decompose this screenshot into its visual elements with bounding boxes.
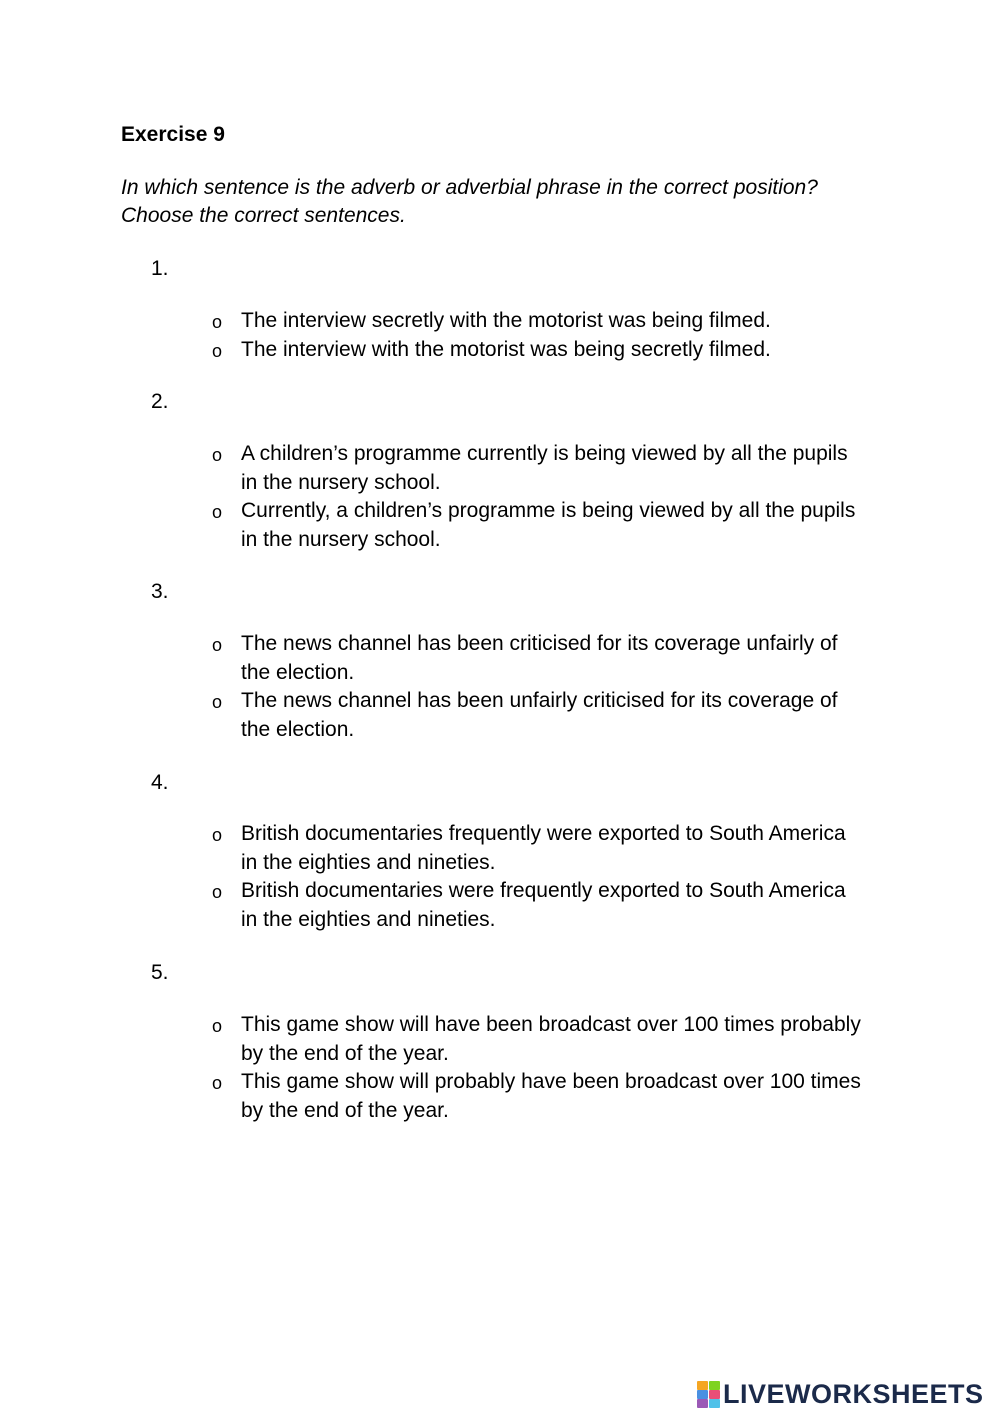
option-bullet[interactable]: o [212, 312, 223, 332]
option-3a[interactable] [212, 630, 892, 687]
option-line: The interview secretly with the motorist was being filmed. [241, 309, 771, 332]
option-bullet[interactable]: o [212, 445, 223, 465]
option-text [241, 630, 891, 687]
question-number-4: 4. [151, 771, 169, 794]
option-3b[interactable] [212, 687, 892, 744]
exercise-title: Exercise 9 [121, 123, 225, 146]
option-line: The interview with the motorist was being secretly filmed. [241, 338, 771, 361]
option-1b[interactable] [212, 336, 892, 364]
option-line: Currently, a children’s programme is being viewed by all the pupils [241, 499, 856, 522]
option-line: British documentaries were frequently exported to South America [241, 879, 846, 902]
option-line: by the end of the year. [241, 1098, 449, 1122]
option-line: by the end of the year. [241, 1041, 449, 1065]
option-line: the election. [241, 717, 355, 741]
option-text [241, 336, 891, 365]
logo-tile [709, 1399, 720, 1408]
option-line: The news channel has been criticised for its coverage unfairly of [241, 632, 838, 655]
option-line: in the eighties and nineties. [241, 907, 496, 931]
option-4b[interactable] [212, 877, 892, 934]
option-5a[interactable] [212, 1011, 892, 1068]
option-text [241, 687, 891, 744]
option-text [241, 820, 891, 877]
option-text [241, 877, 891, 934]
option-bullet[interactable]: o [212, 692, 223, 712]
option-line: in the nursery school. [241, 470, 441, 494]
option-line: British documentaries frequently were exported to South America [241, 822, 846, 845]
option-bullet[interactable]: o [212, 1073, 223, 1093]
option-bullet[interactable]: o [212, 882, 223, 902]
logo-mark-icon [697, 1380, 721, 1408]
logo-tile [709, 1390, 720, 1399]
logo-tile [709, 1381, 720, 1390]
option-2b[interactable] [212, 497, 892, 554]
option-2a[interactable] [212, 440, 892, 497]
option-line: This game show will have been broadcast over 100 times probably [241, 1013, 861, 1036]
option-line: This game show will probably have been broadcast over 100 times [241, 1070, 861, 1093]
instructions-line: In which sentence is the adverb or adverbial phrase in the correct position? [121, 176, 818, 199]
option-4a[interactable] [212, 820, 892, 877]
option-text [241, 1068, 891, 1125]
option-1a[interactable] [212, 307, 892, 335]
option-line: The news channel has been unfairly criticised for its coverage of [241, 689, 838, 712]
logo-tile [697, 1381, 708, 1390]
logo-text: LIVEWORKSHEETS [723, 1379, 984, 1409]
logo-tile [697, 1390, 708, 1399]
question-number-3: 3. [151, 580, 169, 603]
option-text [241, 307, 891, 336]
question-number-5: 5. [151, 961, 169, 984]
logo-tile [697, 1399, 708, 1408]
option-bullet[interactable]: o [212, 1016, 223, 1036]
option-line: in the eighties and nineties. [241, 850, 496, 874]
instructions-line: Choose the correct sentences. [121, 204, 406, 227]
option-bullet[interactable]: o [212, 825, 223, 845]
option-5b[interactable] [212, 1068, 892, 1125]
question-number-1: 1. [151, 257, 169, 280]
option-text [241, 440, 891, 497]
option-line: in the nursery school. [241, 527, 441, 551]
option-bullet[interactable]: o [212, 635, 223, 655]
question-number-2: 2. [151, 390, 169, 413]
option-bullet[interactable]: o [212, 502, 223, 522]
exercise-instructions [121, 174, 881, 230]
option-line: the election. [241, 660, 355, 684]
option-text [241, 497, 891, 554]
option-text [241, 1011, 891, 1068]
option-bullet[interactable]: o [212, 341, 223, 361]
liveworksheets-logo [697, 1378, 984, 1410]
option-line: A children’s programme currently is being viewed by all the pupils [241, 442, 848, 465]
